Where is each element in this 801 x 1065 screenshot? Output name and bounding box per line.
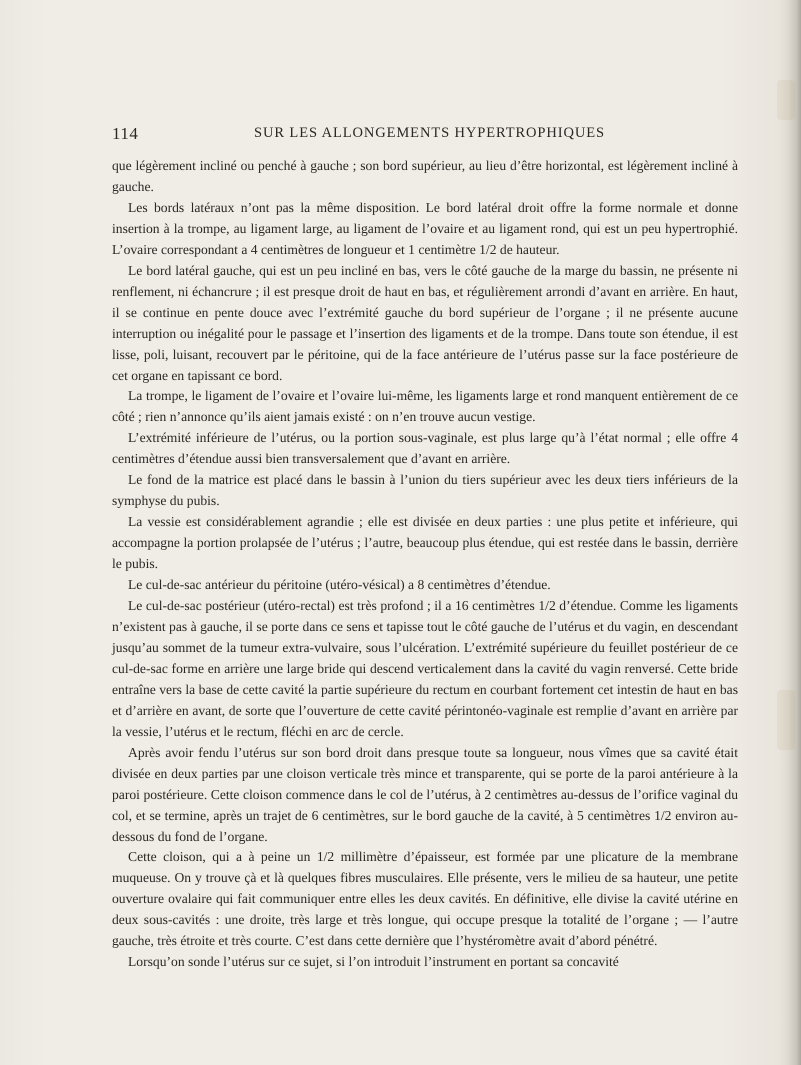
paper-stain [777, 80, 795, 120]
paragraph: L’extrémité inférieure de l’utérus, ou la portion sous-vaginale, est plus large qu’à l’état normal ; elle offre 4 centimètres d’étendue aussi bien transversalement que d’avant en arrière. [112, 430, 738, 467]
paragraph: Le fond de la matrice est placé dans le bassin à l’union du tiers supérieur avec les deux tiers inférieurs de la symphyse du pubis. [112, 472, 738, 509]
paragraph: que légèrement incliné ou penché à gauche ; son bord supérieur, au lieu d’être horizontal, est légèrement incliné à gauche. [112, 158, 738, 194]
paragraph: La vessie est considérablement agrandie ; elle est divisée en deux parties : une plus petite et inférieure, qui accompagne la portion prolapsée de l’utérus ; l’autre, beaucoup plus étendue, qui est restée dans le bassin, derrière le pubis. [112, 514, 738, 572]
body-text [112, 156, 738, 973]
page-edge-shadow [779, 0, 801, 1065]
page-number: 114 [112, 124, 139, 143]
paragraph: Le cul-de-sac postérieur (utéro-rectal) est très profond ; il a 16 centimètres 1/2 d’étendue. Comme les ligaments n’existent pas à gauche, il se porte dans ce sens et tapisse tout le côté gauche de l’utérus et du vagin, en descendant jusqu’au sommet de la tumeur extra-vulvaire, sous l’ulcération. L’extrémité supérieure du feuillet postérieur de ce cul-de-sac forme en arrière une large bride qui descend verticalement dans la cavité du vagin renversé. Cette bride entraîne vers la base de cette cavité la partie supérieure du rectum en courbant fortement cet intestin de haut en bas et d’arrière en avant, de sorte que l’ouverture de cette cavité périntonéo-vaginale est remplie d’avant en arrière par la vessie, l’utérus et le rectum, fléchi en arc de cercle. [112, 598, 738, 739]
paragraph: Lorsqu’on sonde l’utérus sur ce sujet, si l’on introduit l’instrument en portant sa concavité [128, 954, 619, 970]
paragraph: Les bords latéraux n’ont pas la même disposition. Le bord latéral droit offre la forme normale et donne insertion à la trompe, au ligament large, au ligament de l’ovaire et au ligament rond, qui est un peu hypertrophié. L’ovaire correspondant a 4 centimètres de longueur et 1 centimètre 1/2 de hauteur. [112, 199, 738, 257]
paragraph: Le bord latéral gauche, qui est un peu incliné en bas, vers le côté gauche de la marge du bassin, ne présente ni renflement, ni échancrure ; il est presque droit de haut en bas, et régulièrement arrondi d’avant en arrière. En haut, il se continue en pente douce avec l’extrémité gauche du bord supérieur de l’organe ; il ne présente aucune interruption ou inégalité pour le passage et l’insertion des ligaments et de la trompe. Dans toute son étendue, il est lisse, poli, luisant, recouvert par le péritoine, qui de la face antérieure de l’utérus passe sur la face postérieure de cet organe en tapissant ce bord. [112, 262, 738, 383]
paragraph: Cette cloison, qui a à peine un 1/2 millimètre d’épaisseur, est formée par une plicature de la membrane muqueuse. On y trouve çà et là quelques fibres musculaires. Elle présente, vers le milieu de sa hauteur, une petite ouverture ovalaire qui fait communiquer entre elles les deux cavités. En définitive, elle divise la cavité utérine en deux sous-cavités : une droite, très large et très longue, qui occupe presque la totalité de l’organe ; — l’autre gauche, très étroite et très courte. C’est dans cette dernière que l’hystéromètre avait d’abord pénétré. [112, 849, 738, 949]
paragraph: Le cul-de-sac antérieur du péritoine (utéro-vésical) a 8 centimètres d’étendue. [128, 577, 551, 593]
page-header [112, 124, 732, 146]
paper-stain [777, 690, 795, 750]
running-head: SUR LES ALLONGEMENTS HYPERTROPHIQUES [254, 125, 605, 141]
paragraph: Après avoir fendu l’utérus sur son bord droit dans presque toute sa longueur, nous vîmes que sa cavité était divisée en deux parties par une cloison verticale très mince et transparente, qui se porte de la paroi antérieure à la paroi postérieure. Cette cloison commence dans le col de l’utérus, à 2 centimètres au-dessus de l’orifice vaginal du col, et se termine, après un trajet de 6 centimètres, sur le bord gauche de la cavité, à 5 centimètres 1/2 environ au-dessous du fond de l’organe. [112, 744, 738, 844]
paragraph: La trompe, le ligament de l’ovaire et l’ovaire lui-même, les ligaments large et rond manquent entièrement de ce côté ; rien n’annonce qu’ils aient jamais existé : on n’en trouve aucun vestige. [112, 388, 738, 425]
